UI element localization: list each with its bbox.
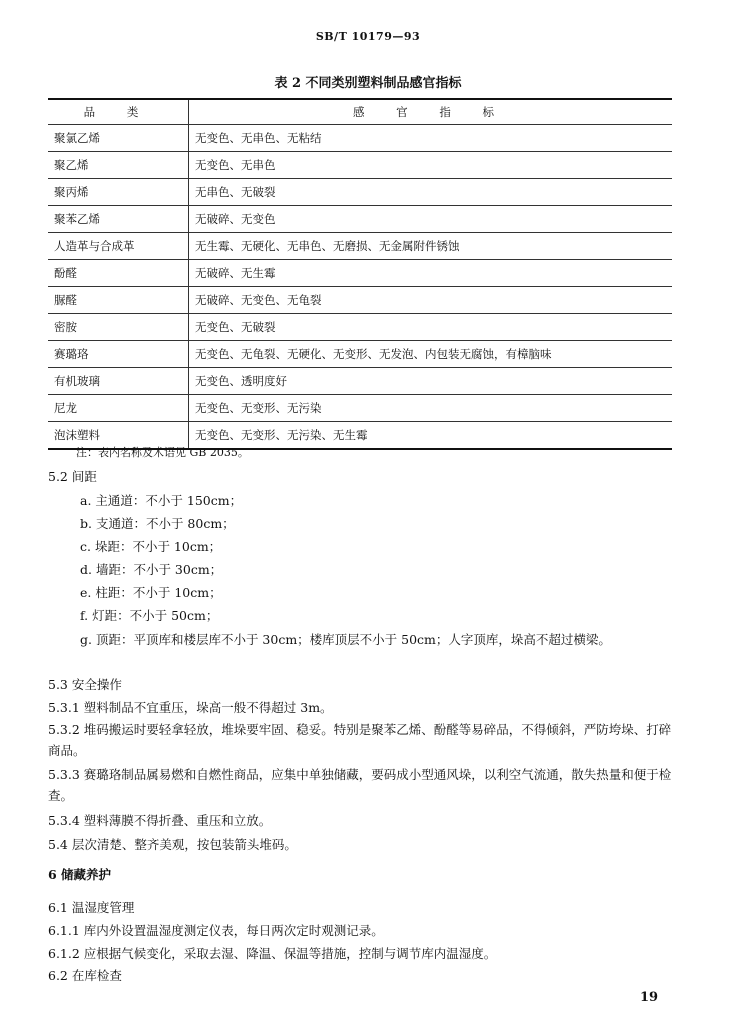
table-title: 表 2 不同类别塑料制品感官指标 (274, 76, 462, 91)
criteria-cell: 无破碎、无变色 (189, 206, 673, 233)
clause-6-1-1: 6.1.1 库内外设置温湿度测定仪表，每日两次定时观测记录。 (48, 923, 384, 938)
table-header-row (48, 99, 672, 125)
category-cell: 聚苯乙烯 (48, 206, 189, 233)
criteria-cell: 无串色、无破裂 (189, 179, 673, 206)
category-cell: 聚氯乙烯 (48, 125, 189, 152)
section-6-2-heading: 6.2 在库检查 (48, 968, 122, 983)
criteria-cell: 无变色、无龟裂、无硬化、无变形、无发泡、内包装无腐蚀，有樟脑味 (189, 341, 673, 368)
spacing-item: d. 墙距：不小于 30cm； (80, 562, 223, 577)
table-row (48, 152, 672, 179)
spacing-item: e. 柱距：不小于 10cm； (80, 585, 222, 600)
category-cell: 赛璐珞 (48, 341, 189, 368)
column-header-category: 品 类 (48, 99, 189, 125)
table-row (48, 368, 672, 395)
table-row (48, 287, 672, 314)
criteria-cell: 无变色、透明度好 (189, 368, 673, 395)
clause-6-1-2: 6.1.2 应根据气候变化，采取去湿、降温、保温等措施，控制与调节库内温湿度。 (48, 946, 497, 961)
spacing-item-g: g. 顶距：平顶库和楼层库不小于 30cm；楼库顶层不小于 50cm；人字顶库，垛高不超过横梁。 (80, 632, 611, 647)
criteria-cell: 无破碎、无生霉 (189, 260, 673, 287)
category-cell: 人造革与合成革 (48, 233, 189, 260)
table-row (48, 341, 672, 368)
spacing-item: f. 灯距：不小于 50cm； (80, 608, 219, 623)
table-row (48, 260, 672, 287)
clause-5-4: 5.4 层次清楚、整齐美观，按包装箭头堆码。 (48, 837, 297, 852)
spacing-item: b. 支通道：不小于 80cm； (80, 516, 235, 531)
clause-5-3-1: 5.3.1 塑料制品不宜重压，垛高一般不得超过 3m。 (48, 700, 333, 715)
clause-5-3-2: 5.3.2 堆码搬运时要轻拿轻放，堆垛要牢固、稳妥。特别是聚苯乙烯、酚醛等易碎品，不得倾斜，严防垮垛、打碎商品。 (48, 722, 672, 758)
criteria-cell: 无变色、无变形、无污染、无生霉 (189, 422, 673, 450)
criteria-cell: 无破碎、无变色、无龟裂 (189, 287, 673, 314)
category-cell: 酚醛 (48, 260, 189, 287)
table-row (48, 206, 672, 233)
table-row (48, 125, 672, 152)
category-cell: 脲醛 (48, 287, 189, 314)
section-5-3-heading: 5.3 安全操作 (48, 677, 122, 692)
criteria-cell: 无变色、无破裂 (189, 314, 673, 341)
table-row (48, 395, 672, 422)
sensory-criteria-table (48, 98, 672, 450)
category-cell: 有机玻璃 (48, 368, 189, 395)
column-header-criteria: 感 官 指 标 (189, 99, 673, 125)
spacing-item: c. 垛距：不小于 10cm； (80, 539, 222, 554)
clause-5-3-3: 5.3.3 赛璐珞制品属易燃和自燃性商品，应集中单独储藏，要码成小型通风垛，以利空气流通，散失热量和便于检查。 (48, 767, 672, 803)
category-cell: 泡沫塑料 (48, 422, 189, 450)
section-5-2-heading: 5.2 间距 (48, 469, 97, 484)
clause-5-3-4: 5.3.4 塑料薄膜不得折叠、重压和立放。 (48, 813, 272, 828)
page-number: 19 (640, 990, 659, 1005)
category-cell: 聚丙烯 (48, 179, 189, 206)
section-6-1-heading: 6.1 温湿度管理 (48, 900, 135, 915)
section-6-heading: 6 储藏养护 (48, 867, 112, 882)
table-row (48, 179, 672, 206)
criteria-cell: 无生霉、无硬化、无串色、无磨损、无金属附件锈蚀 (189, 233, 673, 260)
category-cell: 聚乙烯 (48, 152, 189, 179)
table-row (48, 314, 672, 341)
category-cell: 密胺 (48, 314, 189, 341)
document-header: SB/T 10179—93 (315, 30, 421, 43)
criteria-cell: 无变色、无串色 (189, 152, 673, 179)
spacing-item: a. 主通道：不小于 150cm； (80, 493, 243, 508)
criteria-cell: 无变色、无变形、无污染 (189, 395, 673, 422)
criteria-cell: 无变色、无串色、无粘结 (189, 125, 673, 152)
table-note: 注：表内名称及术语见 GB 2035。 (76, 446, 249, 459)
table-row (48, 233, 672, 260)
category-cell: 尼龙 (48, 395, 189, 422)
